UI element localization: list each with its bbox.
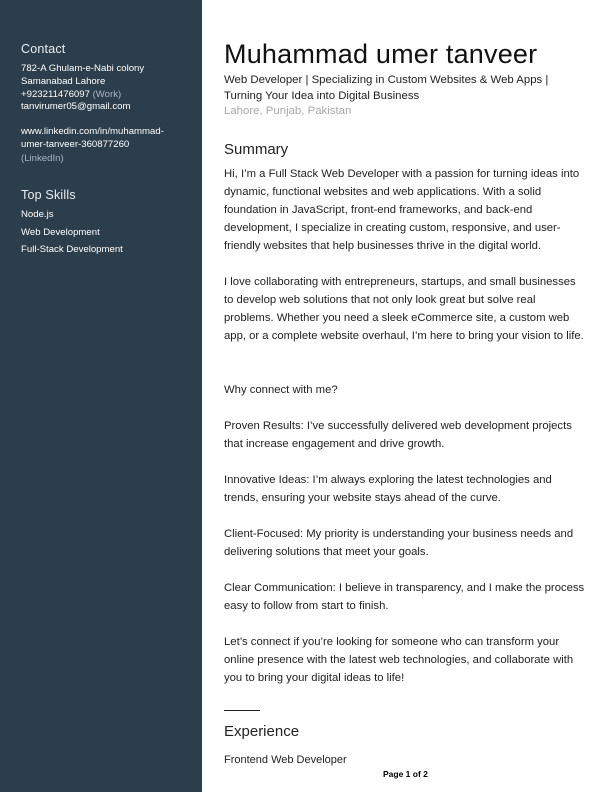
summary-paragraph: Client-Focused: My priority is understanding your business needs and delivering solutions that meet your goals.: [224, 528, 574, 558]
section-divider: [224, 710, 260, 711]
summary-paragraph: I love collaborating with entrepreneurs, startups, and small businesses to develop web solutions that not only look great but solve real problems. Whether you need a sleek eCommerce site, a custom web app, or a complete website overhaul, I’m here to bring your vision to life.: [224, 276, 584, 342]
profile-name: Muhammad umer tanveer: [224, 39, 538, 69]
profile-headline: Web Developer | Specializing in Custom Websites & Web Apps | Turning Your Idea into Digital Business: [224, 74, 549, 102]
experience-heading: Experience: [224, 723, 300, 740]
summary-heading: Summary: [224, 141, 289, 158]
summary-paragraph: Why connect with me?: [224, 384, 338, 396]
skill-item: Web Development: [21, 227, 100, 238]
linkedin-link-line-1[interactable]: www.linkedin.com/in/muhammad-: [21, 126, 164, 137]
skill-item: Node.js: [21, 209, 54, 220]
job-title: Frontend Web Developer: [224, 754, 347, 766]
summary-paragraph: Hi, I’m a Full Stack Web Developer with a passion for turning ideas into dynamic, functional websites and web applications. With a solid foundation in JavaScript, front-end frameworks, and back-end development, I specialize in creating custom, responsive, and user-friendly websites that help businesses thrive in the digital world.: [224, 168, 580, 252]
sidebar: [0, 0, 202, 792]
address-line-2: Samanabad Lahore: [21, 76, 106, 87]
phone-number[interactable]: +923211476097: [21, 89, 90, 100]
skill-item: Full-Stack Development: [21, 244, 123, 255]
linkedin-link-line-2[interactable]: umer-tanveer-360877260: [21, 139, 130, 150]
top-skills-heading: Top Skills: [21, 188, 76, 202]
page-number: Page 1 of 2: [383, 769, 428, 779]
summary-paragraph: Let’s connect if you’re looking for someone who can transform your online presence with the latest web technologies, and collaborate with you to bring your digital ideas to life!: [224, 636, 574, 684]
phone-row: [21, 89, 121, 102]
profile-location: Lahore, Punjab, Pakistan: [224, 105, 352, 117]
phone-type: (Work): [92, 89, 122, 100]
email-link[interactable]: tanvirumer05@gmail.com: [21, 101, 131, 112]
contact-heading: Contact: [21, 42, 66, 56]
linkedin-label: (LinkedIn): [21, 153, 64, 164]
summary-paragraph: Clear Communication: I believe in transparency, and I make the process easy to follow from start to finish.: [224, 582, 585, 612]
summary-paragraph: Innovative Ideas: I’m always exploring the latest technologies and trends, ensuring your website stays ahead of the curve.: [224, 474, 552, 504]
address-line-1: 782-A Ghulam-e-Nabi colony: [21, 63, 145, 74]
summary-paragraph: Proven Results: I’ve successfully delivered web development projects that increase engagement and drive growth.: [224, 420, 572, 450]
